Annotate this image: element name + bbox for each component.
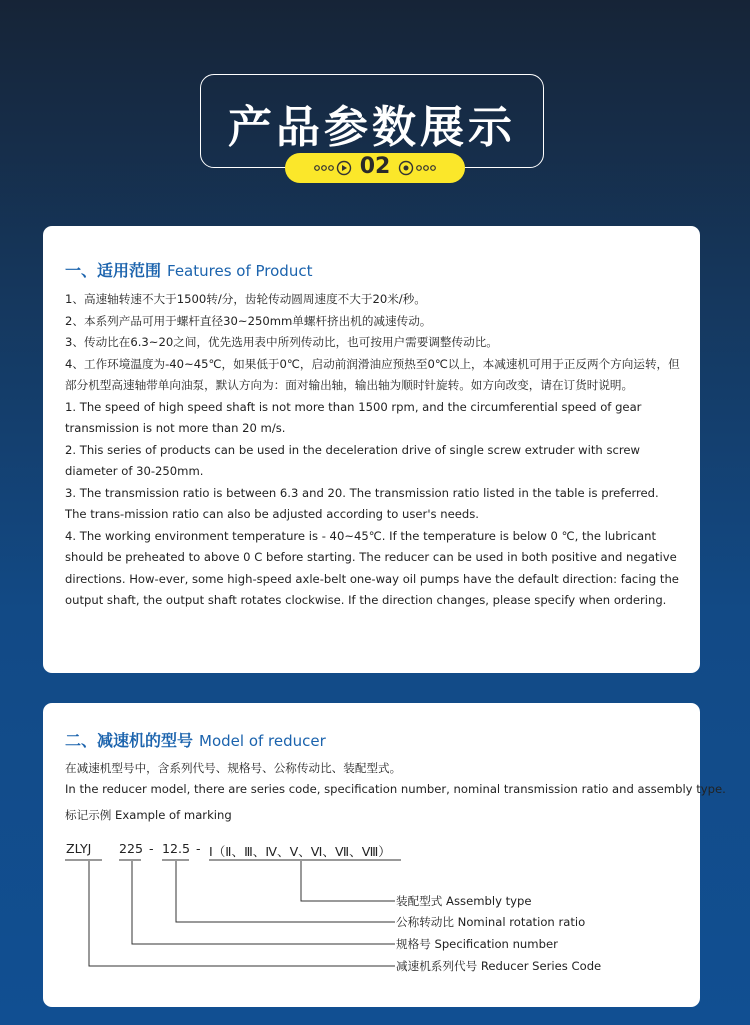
- paragraph: 3. The transmission ratio is between 6.3 and 20. The transmission ratio listed in the table is preferred. The trans-mission ratio can also be adjusted according to user's needs.: [65, 485, 659, 521]
- code-spec: 225: [119, 841, 144, 856]
- paragraph: 2. This series of products can be used in the deceleration drive of single screw extruder with screw diameter of 30-250mm.: [65, 442, 640, 478]
- features-card: [43, 226, 700, 673]
- legend-series-code: 减速机系列代号 Reducer Series Code: [396, 959, 602, 973]
- legend-spec-number: 规格号 Specification number: [396, 937, 558, 951]
- paragraph: 4. The working environment temperature is - 40~45℃. If the temperature is below 0 ℃, the lubricant should be preheated to above 0 C before starting. The reducer can be used in both positive and negative directions. How-ever, some high-speed axle-belt one-way oil pumps have the default direction: facing the output shaft, the output shaft rotates clockwise. If the direction changes, please specify when ordering.: [65, 528, 679, 607]
- section-number-badge: [285, 153, 465, 183]
- code-assembly: Ⅰ（Ⅱ、Ⅲ、Ⅳ、Ⅴ、Ⅵ、Ⅶ、Ⅷ）: [209, 844, 391, 859]
- model-card: [43, 703, 726, 1007]
- model-description-cn: 在减速机型号中，含系列代号、规格号、公称传动比、装配型式。: [65, 761, 402, 775]
- section-number: 02: [359, 154, 391, 179]
- page-title: 产品参数展示: [228, 102, 516, 153]
- features-heading-cn: 一、适用范围: [65, 261, 162, 280]
- model-description-en: In the reducer model, there are series code, specification number, nominal transmission ratio and assembly type.: [65, 782, 726, 796]
- code-series: ZLYJ: [66, 841, 92, 856]
- paragraph: 2、本系列产品可用于螺杆直径30~250mm单螺杆挤出机的减速传动。: [65, 313, 432, 328]
- leader-spec: [132, 861, 395, 944]
- features-body: [65, 289, 683, 612]
- code-ratio: 12.5: [162, 841, 191, 856]
- leader-ratio: [176, 861, 395, 922]
- paragraph: 1. The speed of high speed shaft is not more than 1500 rpm, and the circumferential speed of gear transmission is not more than 20 m/s.: [65, 399, 642, 435]
- marking-example-label: 标记示例 Example of marking: [65, 808, 232, 822]
- leader-series: [89, 861, 395, 966]
- leader-assembly: [301, 861, 395, 901]
- code-dash: -: [149, 841, 154, 856]
- features-heading-en: Features of Product: [167, 262, 313, 280]
- paragraph: 3、传动比在6.3~20之间，优先选用表中所列传动比，也可按用户需要调整传动比。: [65, 335, 498, 349]
- paragraph: 1、高速轴转速不大于1500转/分，齿轮传动圆周速度不大于20米/秒。: [65, 292, 426, 306]
- right-ornament-icon: [397, 160, 441, 176]
- model-heading-cn: 二、减速机的型号: [65, 731, 194, 750]
- code-dash: -: [196, 841, 201, 856]
- model-heading-en: Model of reducer: [199, 732, 326, 750]
- legend-assembly-type: 装配型式 Assembly type: [396, 894, 532, 908]
- marking-diagram: [43, 703, 700, 1007]
- features-heading: [65, 258, 312, 281]
- paragraph: 4、工作环境温度为-40~45℃，如果低于0℃，启动前润滑油应预热至0℃以上，本减速机可用于正反两个方向运转，但部分机型高速轴带单向油泵，默认方向为：面对输出轴，输出轴为顺时针旋转。如方向改变，请在订货时说明。: [65, 356, 680, 392]
- legend-nominal-ratio: 公称转动比 Nominal rotation ratio: [396, 915, 586, 929]
